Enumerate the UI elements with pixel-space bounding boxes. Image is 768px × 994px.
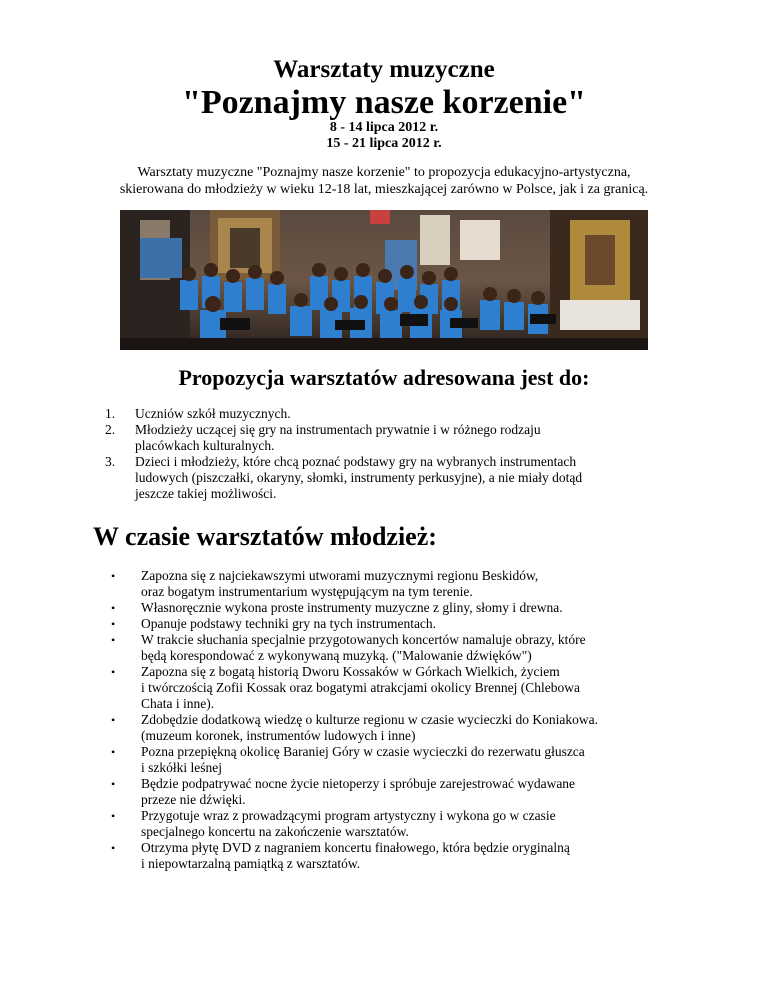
list-item-text: (muzeum koronek, instrumentów ludowych i inne) (141, 728, 416, 743)
bullet-icon: • (111, 665, 116, 679)
list-item-text: jeszcze takiej możliwości. (135, 486, 277, 501)
list-item-text: Zapozna się z bogatą historią Dworu Kossaków w Górkach Wielkich, życiem (141, 664, 560, 679)
concert-photo-image (120, 210, 648, 350)
list-item-text: Uczniów szkół muzycznych. (135, 406, 291, 421)
list-item (105, 776, 675, 808)
bullet-icon: • (111, 601, 116, 615)
list-item-text: Zdobędzie dodatkową wiedzę o kulturze regionu w czasie wycieczki do Koniakowa. (141, 712, 598, 727)
list-item (105, 840, 675, 872)
list-item-text: Pozna przepiękną okolicę Baraniej Góry w czasie wycieczki do rezerwatu głuszca (141, 744, 585, 759)
list-item (105, 568, 675, 600)
date-line-1: 8 - 14 lipca 2012 r. (329, 120, 439, 135)
list-item-text: Młodzieży uczącej się gry na instrumentach prywatnie i w różnego rodzaju (135, 422, 541, 437)
list-item (105, 712, 675, 744)
list-item (105, 422, 665, 454)
bullet-icon: • (111, 617, 116, 631)
list-item-text: i szkółki leśnej (141, 760, 222, 775)
list-item (105, 632, 675, 664)
list-item-text: i twórczością Zofii Kossak oraz bogatymi atrakcjami okolicy Brennej (Chlebowa (141, 680, 580, 695)
list-item-number: 3. (105, 454, 116, 469)
list-item-text: Chata i inne). (141, 696, 215, 711)
list-item-text: Będzie podpatrywać nocne życie nietoperzy i spróbuje zarejestrować wydawane (141, 776, 576, 791)
list-item (105, 616, 675, 632)
bullet-icon: • (111, 809, 116, 823)
bullet-icon: • (111, 713, 116, 727)
list-item-text: Własnoręcznie wykona proste instrumenty muzyczne z gliny, słomy i drewna. (141, 600, 563, 615)
list-item (105, 808, 675, 840)
list-item-text: Zapozna się z najciekawszymi utworami muzycznymi regionu Beskidów, (141, 568, 539, 583)
bullet-icon: • (111, 745, 116, 759)
list-item (105, 744, 675, 776)
concert-photo (120, 210, 648, 350)
list-item-text: Opanuje podstawy techniki gry na tych instrumentach. (141, 616, 437, 631)
bullet-icon: • (111, 633, 116, 647)
document-title: "Poznajmy nasze korzenie" (181, 84, 587, 121)
list-item-text: ludowych (piszczałki, okaryny, słomki, instrumenty perkusyjne), a nie miały dotąd (135, 470, 583, 485)
bullet-icon: • (111, 841, 116, 855)
bullet-icon: • (111, 569, 116, 583)
list-item-text: placówkach kulturalnych. (135, 438, 275, 453)
date-line-2: 15 - 21 lipca 2012 r. (326, 136, 442, 151)
section-heading-activities: W czasie warsztatów młodzież: (93, 522, 437, 551)
intro-line-1: Warsztaty muzyczne "Poznajmy nasze korzenie" to propozycja edukacyjno-artystyczna, (137, 165, 631, 180)
list-item-number: 2. (105, 422, 116, 437)
list-item-text: specjalnego koncertu na zakończenie warsztatów. (141, 824, 409, 839)
intro-line-2: skierowana do młodzieży w wieku 12-18 lat, mieszkającej zarówno w Polsce, jak i za granicą. (119, 182, 649, 197)
activities-list (105, 568, 675, 872)
bullet-icon: • (111, 777, 116, 791)
list-item-text: Otrzyma płytę DVD z nagraniem koncertu finałowego, która będzie oryginalną (141, 840, 570, 855)
list-item-number: 1. (105, 406, 116, 421)
list-item (105, 406, 665, 422)
list-item-text: W trakcie słuchania specjalnie przygotowanych koncertów namaluje obrazy, które (141, 632, 586, 647)
list-item (105, 454, 665, 502)
list-item-text: Dzieci i młodzieży, które chcą poznać podstawy gry na wybranych instrumentach (135, 454, 577, 469)
list-item (105, 664, 675, 712)
audience-list (105, 406, 665, 502)
section-heading-audience: Propozycja warsztatów adresowana jest do: (178, 365, 590, 390)
list-item (105, 600, 675, 616)
document-subtitle: Warsztaty muzyczne (273, 56, 495, 83)
list-item-text: będą korespondować z wykonywaną muzyką. ("Malowanie dźwięków") (141, 648, 532, 663)
list-item-text: i niepowtarzalną pamiątką z warsztatów. (141, 856, 361, 871)
list-item-text: oraz bogatym instrumentarium występującym na tym terenie. (141, 584, 473, 599)
list-item-text: przeze nie dźwięki. (141, 792, 246, 807)
list-item-text: Przygotuje wraz z prowadzącymi program artystyczny i wykona go w czasie (141, 808, 556, 823)
intro-paragraph (80, 164, 688, 198)
